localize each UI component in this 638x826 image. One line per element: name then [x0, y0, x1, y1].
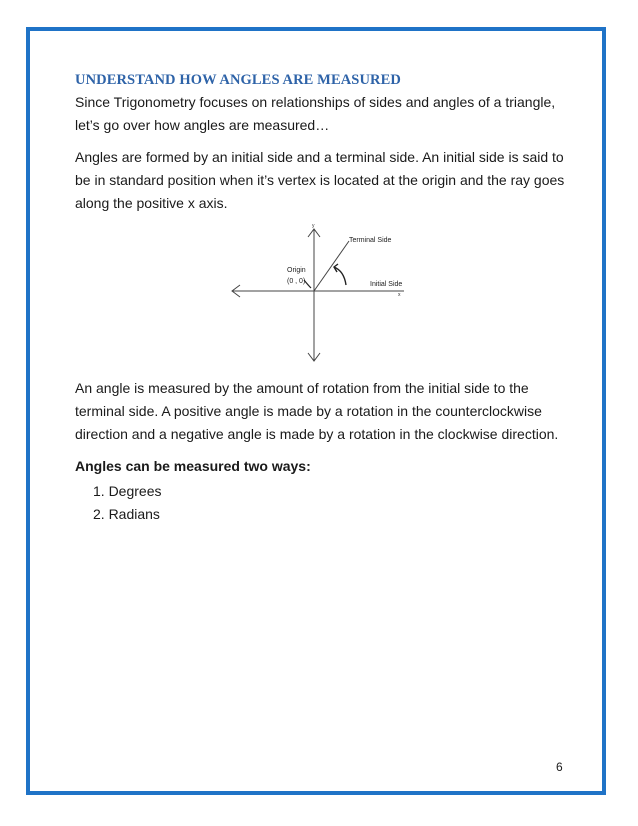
x-axis-label: x [398, 292, 401, 298]
y-axis-label: y [312, 223, 315, 229]
intro-paragraph: Since Trigonometry focuses on relationships of sides and angles of a triangle, let’s go over how angles are measured… [75, 94, 556, 133]
page-content-lower [75, 377, 565, 490]
list-item: 2. Radians [93, 506, 160, 522]
list-item: 1. Degrees [93, 483, 162, 499]
angle-diagram [228, 215, 418, 365]
rotation-paragraph: An angle is measured by the amount of rotation from the initial side to the terminal side. A positive angle is made by a rotation in the counterclockwise direction and a negative angle is made by a rotation in the clockwise direction. [75, 380, 559, 442]
terminal-side-label: Terminal Side [349, 237, 392, 244]
initial-side-label: Initial Side [370, 281, 403, 288]
standard-position-paragraph: Angles are formed by an initial side and a terminal side. An initial side is said to be in standard position when it’s vertex is located at the origin and the ray goes along the positive x axis. [75, 149, 565, 211]
page-number: 6 [556, 760, 563, 774]
measurement-list [93, 480, 161, 526]
measure-heading: Angles can be measured two ways: [75, 458, 311, 474]
section-heading: UNDERSTAND HOW ANGLES ARE MEASURED [75, 72, 401, 88]
origin-label: Origin [287, 267, 306, 274]
page-content [75, 72, 565, 224]
terminal-side-ray [314, 241, 349, 291]
origin-coordinates: (0 , 0) [287, 278, 306, 285]
